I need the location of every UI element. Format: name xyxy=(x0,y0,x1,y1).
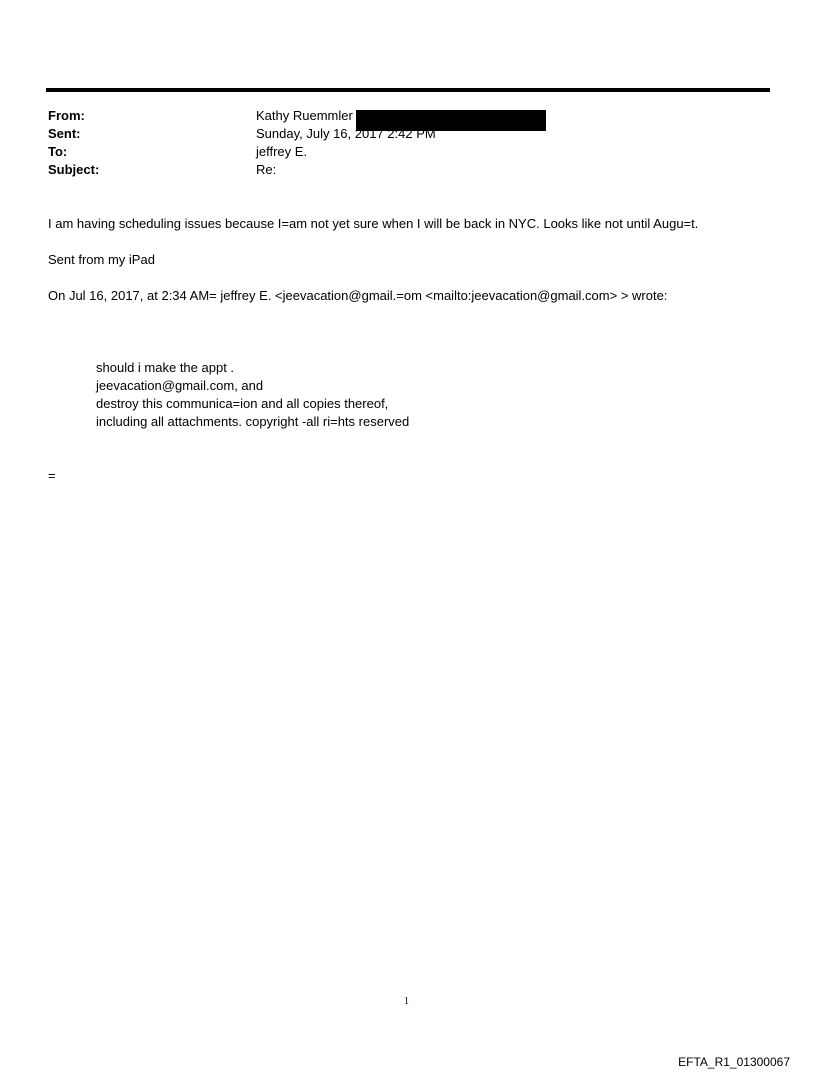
subject-label: Subject: xyxy=(48,162,100,177)
page-number: 1 xyxy=(404,996,409,1007)
to-value: jeffrey E. xyxy=(256,144,308,159)
from-label: From: xyxy=(48,108,85,123)
quoted-line: should i make the appt . xyxy=(96,360,235,375)
trailer-mark: = xyxy=(48,468,56,483)
to-label: To: xyxy=(48,144,68,159)
quoted-line: jeevacation@gmail.com, and xyxy=(96,378,264,393)
sent-label: Sent: xyxy=(48,126,81,141)
quoted-line: including all attachments. copyright -all ri=hts reserved xyxy=(96,414,410,429)
subject-value: Re: xyxy=(256,162,277,177)
from-value: Kathy Ruemmler xyxy=(256,108,353,123)
message-body-line: I am having scheduling issues because I=am not yet sure when I will be back in NYC. Looks like not until Augu=t. xyxy=(48,216,699,231)
quoted-line: destroy this communica=ion and all copies thereof, xyxy=(96,396,389,411)
signature-line: Sent from my iPad xyxy=(48,252,155,267)
document-id: EFTA_R1_01300067 xyxy=(678,1055,790,1069)
header-divider xyxy=(46,88,770,92)
reply-intro-line: On Jul 16, 2017, at 2:34 AM= jeffrey E. <jeevacation@gmail.=om <mailto:jeevacation@gmail.com> > wrote: xyxy=(48,288,668,303)
sent-value: Sunday, July 16, 2017 2:42 PM xyxy=(256,126,436,141)
